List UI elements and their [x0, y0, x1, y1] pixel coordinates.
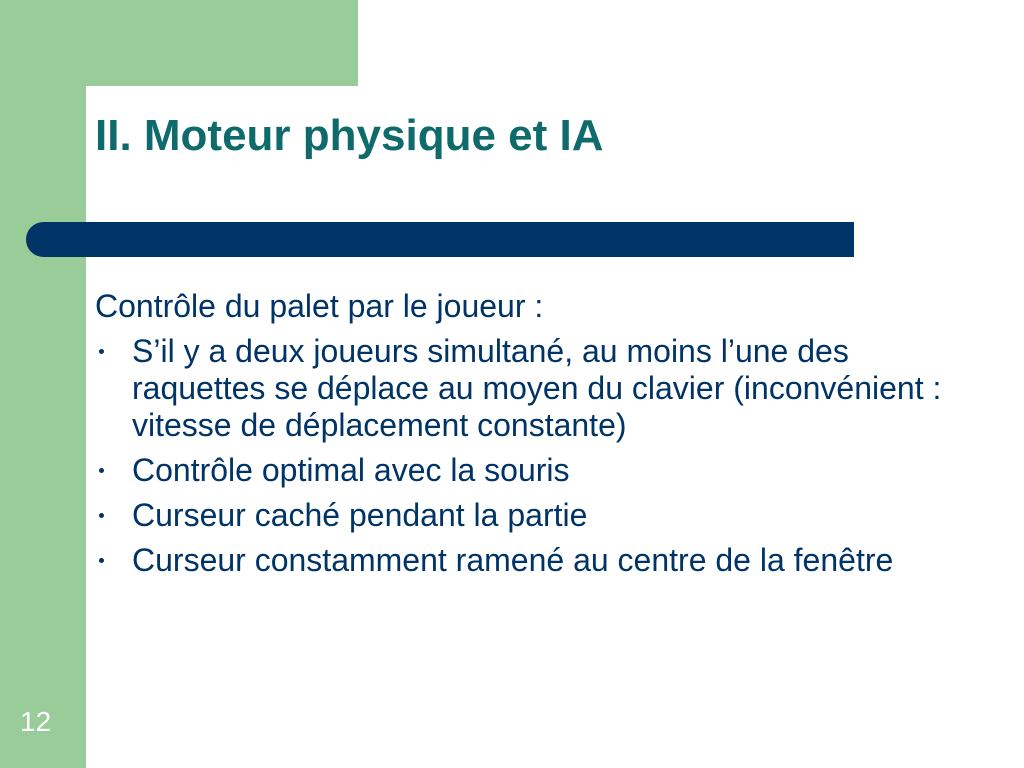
intro-text: Contrôle du palet par le joueur : [95, 288, 544, 324]
list-item [95, 497, 975, 534]
bullet-list [95, 333, 975, 579]
green-sidebar [0, 0, 86, 768]
bullet-icon [99, 349, 104, 354]
list-item [95, 452, 975, 489]
list-item [95, 542, 975, 579]
bullet-text: S’il y a deux joueurs simultané, au moins l’une des raquettes se déplace au moyen du clavier (inconvénient : vitesse de déplacement constante) [132, 333, 942, 443]
bullet-text: Curseur constamment ramené au centre de la fenêtre [132, 542, 894, 578]
bullet-text: Contrôle optimal avec la souris [132, 452, 570, 488]
list-item [95, 333, 975, 444]
bullet-icon [99, 468, 104, 473]
page-number: 12 [20, 706, 52, 737]
slide-title: II. Moteur physique et IA [95, 111, 604, 160]
bullet-text: Curseur caché pendant la partie [132, 497, 588, 533]
slide-content [95, 288, 975, 587]
bullet-icon [99, 513, 104, 518]
bullet-icon [99, 558, 104, 563]
title-underline-bar [26, 222, 854, 257]
green-top-band [0, 0, 358, 86]
